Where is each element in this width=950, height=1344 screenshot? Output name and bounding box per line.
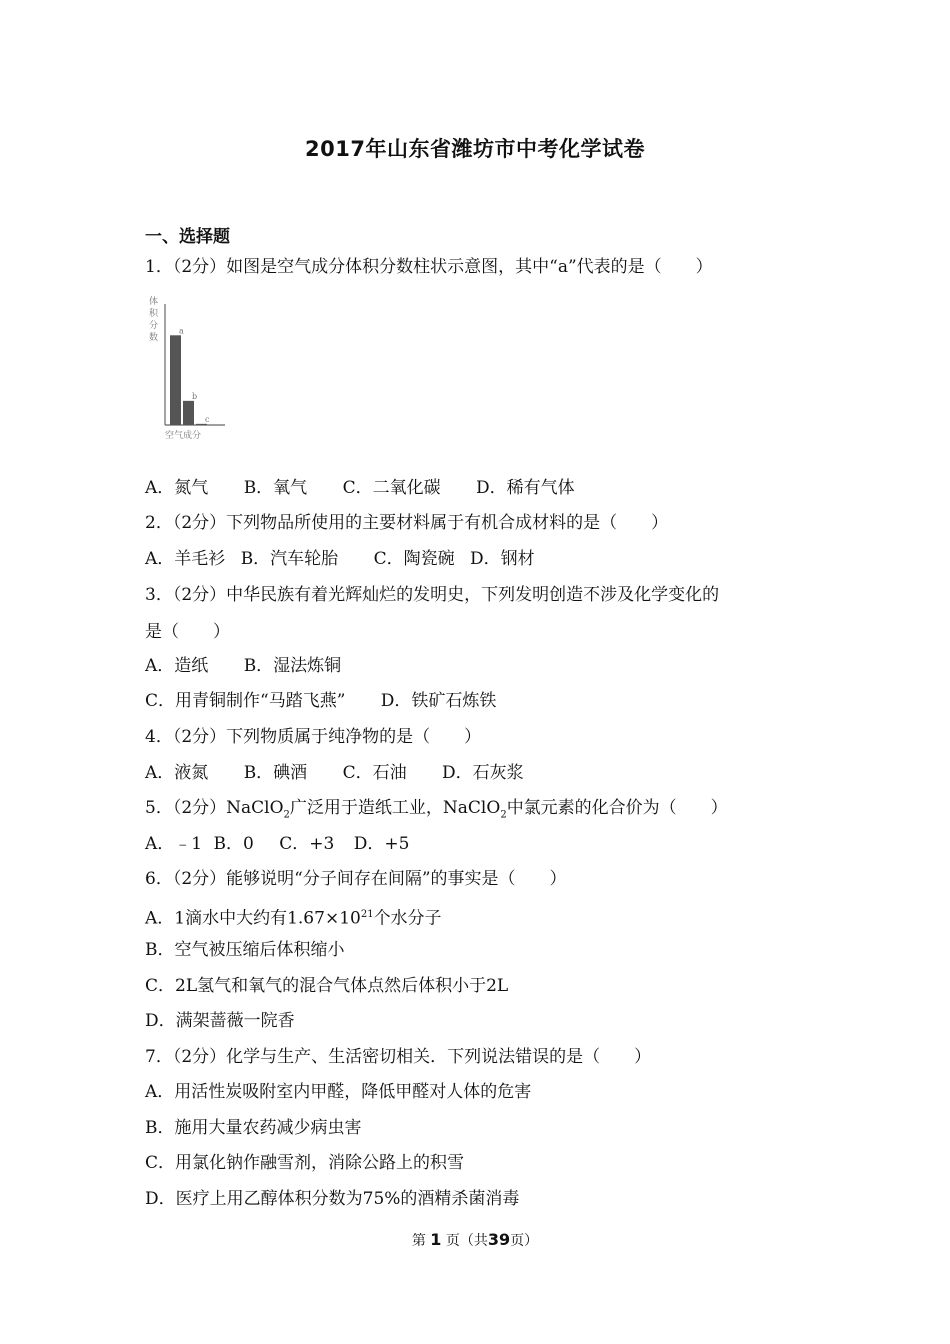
q5-stem-post: 中氯元素的化合价为（ ）: [506, 798, 728, 818]
bar-a: [170, 335, 181, 425]
page-footer: [0, 1230, 950, 1250]
q6-option-a-sup: 21: [360, 909, 374, 920]
q7-stem: 7．（2分）化学与生产、生活密切相关．下列说法错误的是（ ）: [145, 1047, 652, 1067]
chart-ylabel-char: 分: [149, 321, 159, 331]
bar-b: [183, 401, 194, 425]
q3-option-c[interactable]: C．用青铜制作“马踏飞燕”: [145, 691, 346, 711]
q2-option-d[interactable]: D．钢材: [470, 549, 535, 569]
q5-sub-2: 2: [500, 809, 507, 821]
air-composition-chart: [145, 292, 230, 442]
q3-options-row2: [145, 689, 496, 713]
footer-post: 页）: [510, 1233, 539, 1249]
q3-option-d[interactable]: D．铁矿石炼铁: [380, 691, 497, 711]
q2-option-a[interactable]: A．羊毛衫: [145, 549, 226, 569]
q6-stem: 6．（2分）能够说明“分子间存在间隔”的事实是（ ）: [145, 869, 567, 889]
q1-option-c[interactable]: C．二氧化碳: [342, 478, 441, 498]
footer-mid: 页（共: [445, 1233, 488, 1249]
q3-stem-line2: 是（ ）: [145, 622, 230, 642]
q7-option-c[interactable]: C．用氯化钠作融雪剂，消除公路上的积雪: [145, 1153, 465, 1173]
q5-option-c[interactable]: C．+3: [279, 834, 335, 854]
q7-option-d[interactable]: D．医疗上用乙醇体积分数为75%的酒精杀菌消毒: [145, 1189, 520, 1209]
q3-stem-line1: 3．（2分）中华民族有着光辉灿烂的发明史，下列发明创造不涉及化学变化的: [145, 585, 720, 605]
q5-stem-mid: 广泛用于造纸工业，NaClO: [289, 798, 501, 818]
q4-option-b[interactable]: B．碘酒: [243, 763, 308, 783]
q2-stem: 2．（2分）下列物品所使用的主要材料属于有机合成材料的是（ ）: [145, 513, 669, 533]
q2-option-c[interactable]: C．陶瓷碗: [373, 549, 455, 569]
q5-sub-1: 2: [283, 809, 290, 821]
q1-option-b[interactable]: B．氧气: [243, 478, 308, 498]
q5-option-a[interactable]: A．﹣1: [145, 834, 203, 854]
q2-option-b[interactable]: B．汽车轮胎: [240, 549, 339, 569]
chart-ylabel-char: 数: [149, 333, 159, 343]
chart-ylabel-char: 体: [149, 297, 159, 307]
page-title: 2017年山东省潍坊市中考化学试卷: [305, 137, 645, 161]
bar-c: [196, 424, 207, 425]
chart-ylabel-char: 积: [149, 309, 159, 319]
q7-option-a[interactable]: A．用活性炭吸附室内甲醛，降低甲醛对人体的危害: [145, 1082, 532, 1102]
q6-option-a-post: 个水分子: [373, 908, 442, 929]
q6-option-a[interactable]: [145, 903, 442, 931]
q4-option-c[interactable]: C．石油: [342, 763, 407, 783]
q4-stem: 4．（2分）下列物质属于纯净物的是（ ）: [145, 727, 482, 747]
q5-option-b[interactable]: B．0: [213, 834, 254, 854]
q5-stem: [145, 796, 728, 827]
q3-option-b[interactable]: B．湿法炼铜: [243, 656, 342, 676]
q6-option-d[interactable]: D．满架蔷薇一院香: [145, 1011, 295, 1031]
q4-options: [145, 761, 524, 785]
q4-option-d[interactable]: D．石灰浆: [442, 763, 524, 783]
q6-option-c[interactable]: C．2L氢气和氧气的混合气体点然后体积小于2L: [145, 976, 509, 996]
q1-stem: 1．（2分）如图是空气成分体积分数柱状示意图，其中“a”代表的是（ ）: [145, 257, 713, 277]
q2-options: [145, 547, 535, 571]
q5-options: [145, 832, 409, 856]
q3-option-a[interactable]: A．造纸: [145, 656, 209, 676]
footer-pre: 第: [411, 1233, 426, 1249]
footer-total-pages: 39: [487, 1230, 511, 1249]
chart-xlabel: 空气成分: [165, 431, 202, 441]
q1-options: [145, 476, 575, 500]
section-heading: 一、选择题: [145, 227, 230, 247]
q7-option-b[interactable]: B．施用大量农药减少病虫害: [145, 1118, 362, 1138]
q5-stem-pre: 5．（2分）NaClO: [145, 798, 284, 818]
footer-page-number: 1: [430, 1230, 442, 1249]
q5-option-d[interactable]: D．+5: [353, 834, 410, 854]
q6-option-b[interactable]: B．空气被压缩后体积缩小: [145, 940, 345, 960]
chart-ylabel: [149, 295, 159, 343]
bar-label-c: c: [205, 414, 210, 424]
q3-options-row1: [145, 654, 341, 678]
bar-label-a: a: [179, 326, 184, 336]
bar-label-b: b: [192, 391, 198, 401]
q4-option-a[interactable]: A．液氮: [145, 763, 209, 783]
q6-option-a-pre: A．1滴水中大约有1.67×10: [145, 908, 361, 929]
q1-option-a[interactable]: A．氮气: [145, 478, 209, 498]
q1-option-d[interactable]: D．稀有气体: [476, 478, 575, 498]
